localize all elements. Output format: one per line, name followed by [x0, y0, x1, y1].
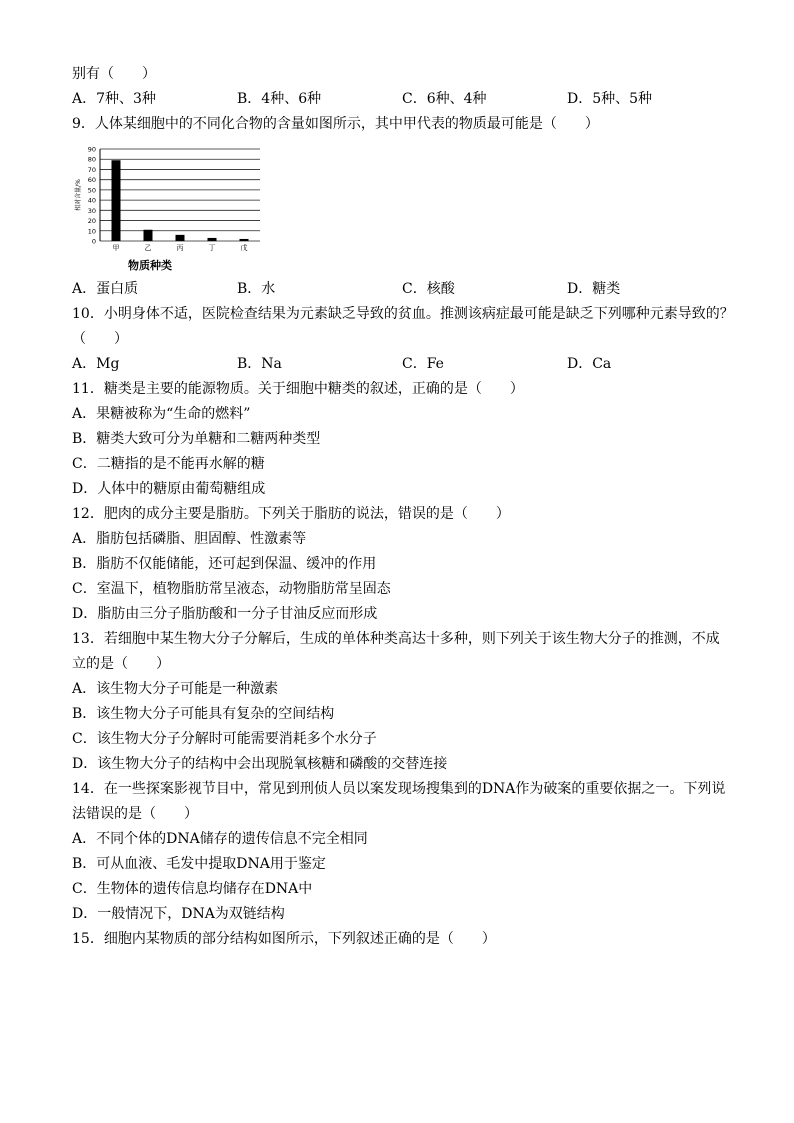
bar-甲 — [112, 160, 121, 241]
q8-option-a: A．7种、3种 — [72, 91, 156, 107]
q8-option-d: D．5种、5种 — [567, 91, 653, 107]
q12-option-c: C．室温下，植物脂肪常呈液态，动物脂肪常呈固态 — [72, 581, 391, 597]
q11-option-b: B．糖类大致可分为单糖和二糖两种类型 — [72, 431, 321, 447]
q9-options — [72, 277, 732, 302]
y-tick-label: 60 — [87, 176, 96, 185]
q11-option-d: D．人体中的糖原由葡萄糖组成 — [72, 481, 266, 497]
q12-option-b: B．脂肪不仅能储能，还可起到保温、缓冲的作用 — [72, 556, 377, 572]
q14-stem-2: 法错误的是（ ） — [72, 806, 198, 822]
x-tick-label: 甲 — [112, 244, 120, 252]
bar-戊 — [240, 239, 249, 241]
y-tick-label: 0 — [91, 237, 96, 246]
y-tick-label: 90 — [87, 145, 96, 154]
q11-option-c: C．二糖指的是不能再水解的糖 — [72, 456, 265, 472]
y-tick-label: 20 — [87, 217, 96, 226]
bar-丙 — [176, 235, 185, 241]
q13-option-d: D．该生物大分子的结构中会出现脱氧核糖和磷酸的交替连接 — [72, 756, 448, 772]
q10-options — [72, 352, 732, 377]
q10-stem-2: （ ） — [72, 331, 128, 347]
q10-option-c: C．Fe — [402, 356, 444, 372]
y-tick-label: 40 — [87, 196, 96, 205]
bar-乙 — [144, 230, 153, 241]
q8-options — [72, 87, 732, 112]
y-tick-label: 70 — [87, 165, 96, 174]
q9-option-b: B．水 — [237, 281, 276, 297]
q10-option-a: A．Mg — [72, 356, 120, 372]
q14-option-a: A．不同个体的DNA储存的遗传信息不完全相同 — [72, 831, 368, 847]
q9-option-d: D．糖类 — [567, 281, 621, 297]
q12-stem: 12．肥肉的成分主要是脂肪。下列关于脂肪的说法，错误的是（ ） — [72, 506, 510, 522]
q11-stem: 11．糖类是主要的能源物质。关于细胞中糖类的叙述，正确的是（ ） — [72, 381, 524, 397]
q13-option-b: B．该生物大分子可能具有复杂的空间结构 — [72, 706, 335, 722]
q12-option-a: A．脂肪包括磷脂、胆固醇、性激素等 — [72, 531, 307, 547]
q14-option-b: B．可从血液、毛发中提取DNA用于鉴定 — [72, 856, 326, 872]
q14-option-d: D．一般情况下，DNA为双链结构 — [72, 906, 285, 922]
x-tick-label: 丁 — [208, 244, 216, 252]
x-tick-label: 戊 — [240, 244, 248, 252]
q14-stem-1: 14．在一些探案影视节目中，常见到刑侦人员以案发现场搜集到的DNA作为破案的重要依据之一。下列说 — [72, 781, 726, 797]
q8-option-b: B．4种、6种 — [237, 91, 322, 107]
q8-option-c: C．6种、4种 — [402, 91, 487, 107]
y-tick-label: 50 — [87, 186, 96, 195]
y-tick-label: 10 — [87, 227, 96, 236]
chart-xlabel: 物质种类 — [128, 259, 172, 272]
q9-bar-chart — [72, 141, 272, 259]
bar-丁 — [208, 238, 217, 241]
q10-option-d: D．Ca — [567, 356, 612, 372]
q12-option-d: D．脂肪由三分子脂肪酸和一分子甘油反应而形成 — [72, 606, 378, 622]
q13-stem-1: 13．若细胞中某生物大分子分解后，生成的单体种类高达十多种，则下列关于该生物大分子的推测，不成 — [72, 631, 720, 647]
q9-option-a: A．蛋白质 — [72, 281, 139, 297]
y-axis-label: 相对含量/% — [75, 179, 82, 211]
q13-option-c: C．该生物大分子分解时可能需要消耗多个水分子 — [72, 731, 377, 747]
q9-option-c: C．核酸 — [402, 281, 455, 297]
q8-tail: 别有（ ） — [72, 66, 156, 82]
x-tick-label: 乙 — [144, 244, 152, 252]
x-tick-label: 丙 — [176, 244, 184, 252]
exam-page — [72, 62, 732, 952]
q14-option-c: C．生物体的遗传信息均储存在DNA中 — [72, 881, 313, 897]
q15-stem: 15．细胞内某物质的部分结构如图所示，下列叙述正确的是（ ） — [72, 931, 496, 947]
y-tick-label: 80 — [87, 155, 96, 164]
q10-stem-1: 10．小明身体不适，医院检查结果为元素缺乏导致的贫血。推测该病症最可能是缺乏下列哪种元素导致的？ — [72, 306, 734, 322]
q11-option-a: A．果糖被称为“生命的燃料” — [72, 406, 251, 422]
q9-stem: 9．人体某细胞中的不同化合物的含量如图所示，其中甲代表的物质最可能是（ ） — [72, 116, 599, 132]
y-tick-label: 30 — [87, 206, 96, 215]
q9-chart — [72, 137, 732, 277]
q13-stem-2: 立的是（ ） — [72, 656, 170, 672]
q13-option-a: A．该生物大分子可能是一种激素 — [72, 681, 279, 697]
q10-option-b: B．Na — [237, 356, 282, 372]
